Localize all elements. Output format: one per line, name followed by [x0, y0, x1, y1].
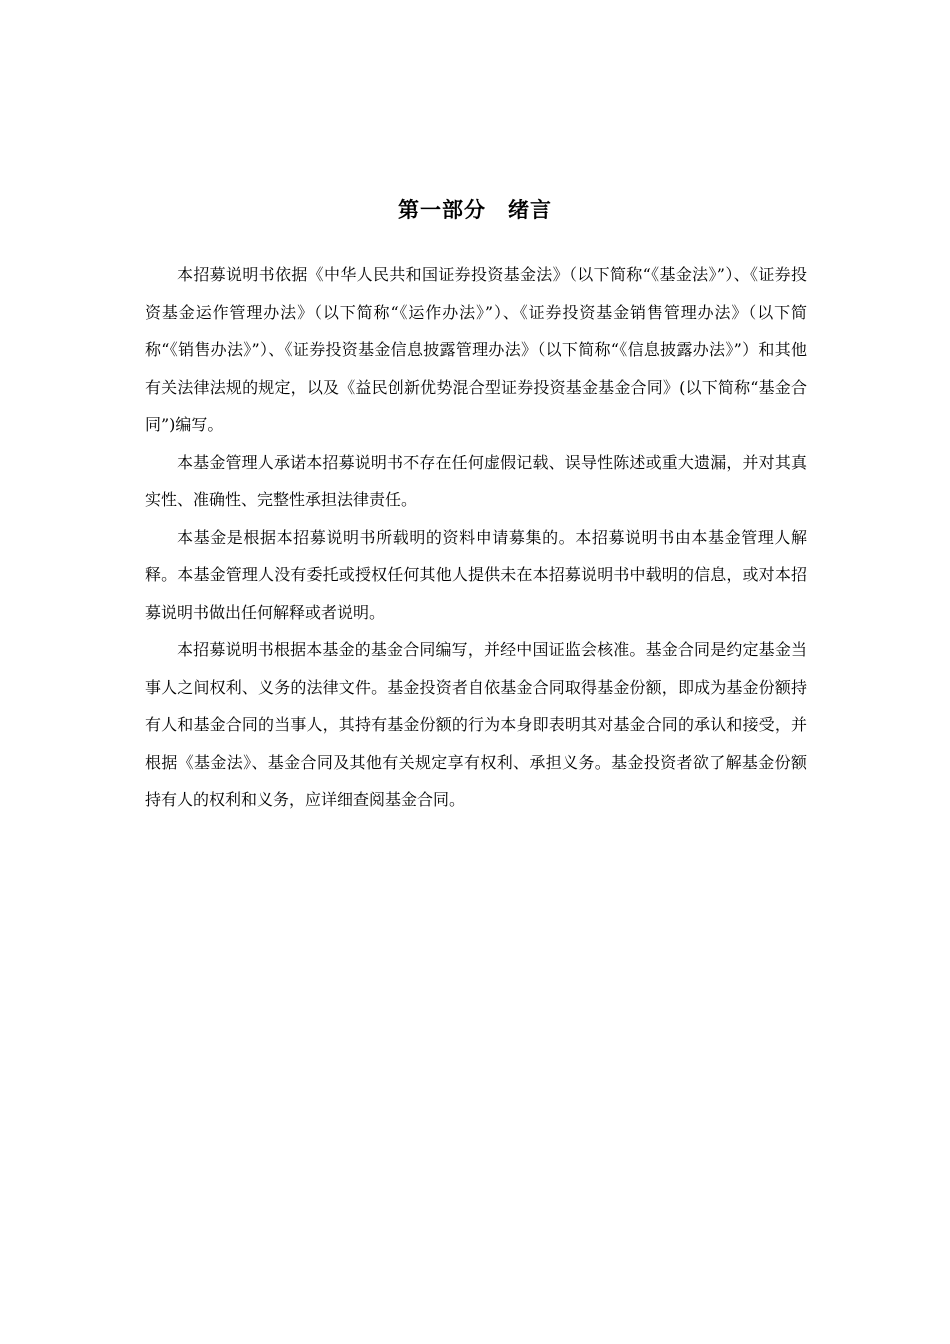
title-part: 第一部分 [398, 197, 486, 222]
paragraph-1: 本招募说明书依据《中华人民共和国证券投资基金法》（以下简称“《基金法》”）、《证券投资基金运作管理办法》（以下简称“《运作办法》”）、《证券投资基金销售管理办法》（以下简称“《销售办法》”）、《证券投资基金信息披露管理办法》（以下简称“《信息披露办法》”）和其他有关法律法规的规定，以及《益民创新优势混合型证券投资基金基金合同》(以下简称“基金合同”)编写。 [145, 265, 807, 434]
document-body [145, 256, 807, 819]
title-name: 绪言 [508, 197, 552, 222]
paragraph-2: 本基金管理人承诺本招募说明书不存在任何虚假记载、误导性陈述或重大遗漏，并对其真实性、准确性、完整性承担法律责任。 [145, 452, 807, 509]
paragraph-3: 本基金是根据本招募说明书所载明的资料申请募集的。本招募说明书由本基金管理人解释。本基金管理人没有委托或授权任何其他人提供未在本招募说明书中载明的信息，或对本招募说明书做出任何解释或者说明。 [145, 527, 807, 622]
paragraph-4: 本招募说明书根据本基金的基金合同编写，并经中国证监会核准。基金合同是约定基金当事人之间权利、义务的法律文件。基金投资者自依基金合同取得基金份额，即成为基金份额持有人和基金合同的当事人，其持有基金份额的行为本身即表明其对基金合同的承认和接受，并根据《基金法》、基金合同及其他有关规定享有权利、承担义务。基金投资者欲了解基金份额持有人的权利和义务，应详细查阅基金合同。 [145, 640, 807, 809]
page-title [0, 194, 950, 226]
